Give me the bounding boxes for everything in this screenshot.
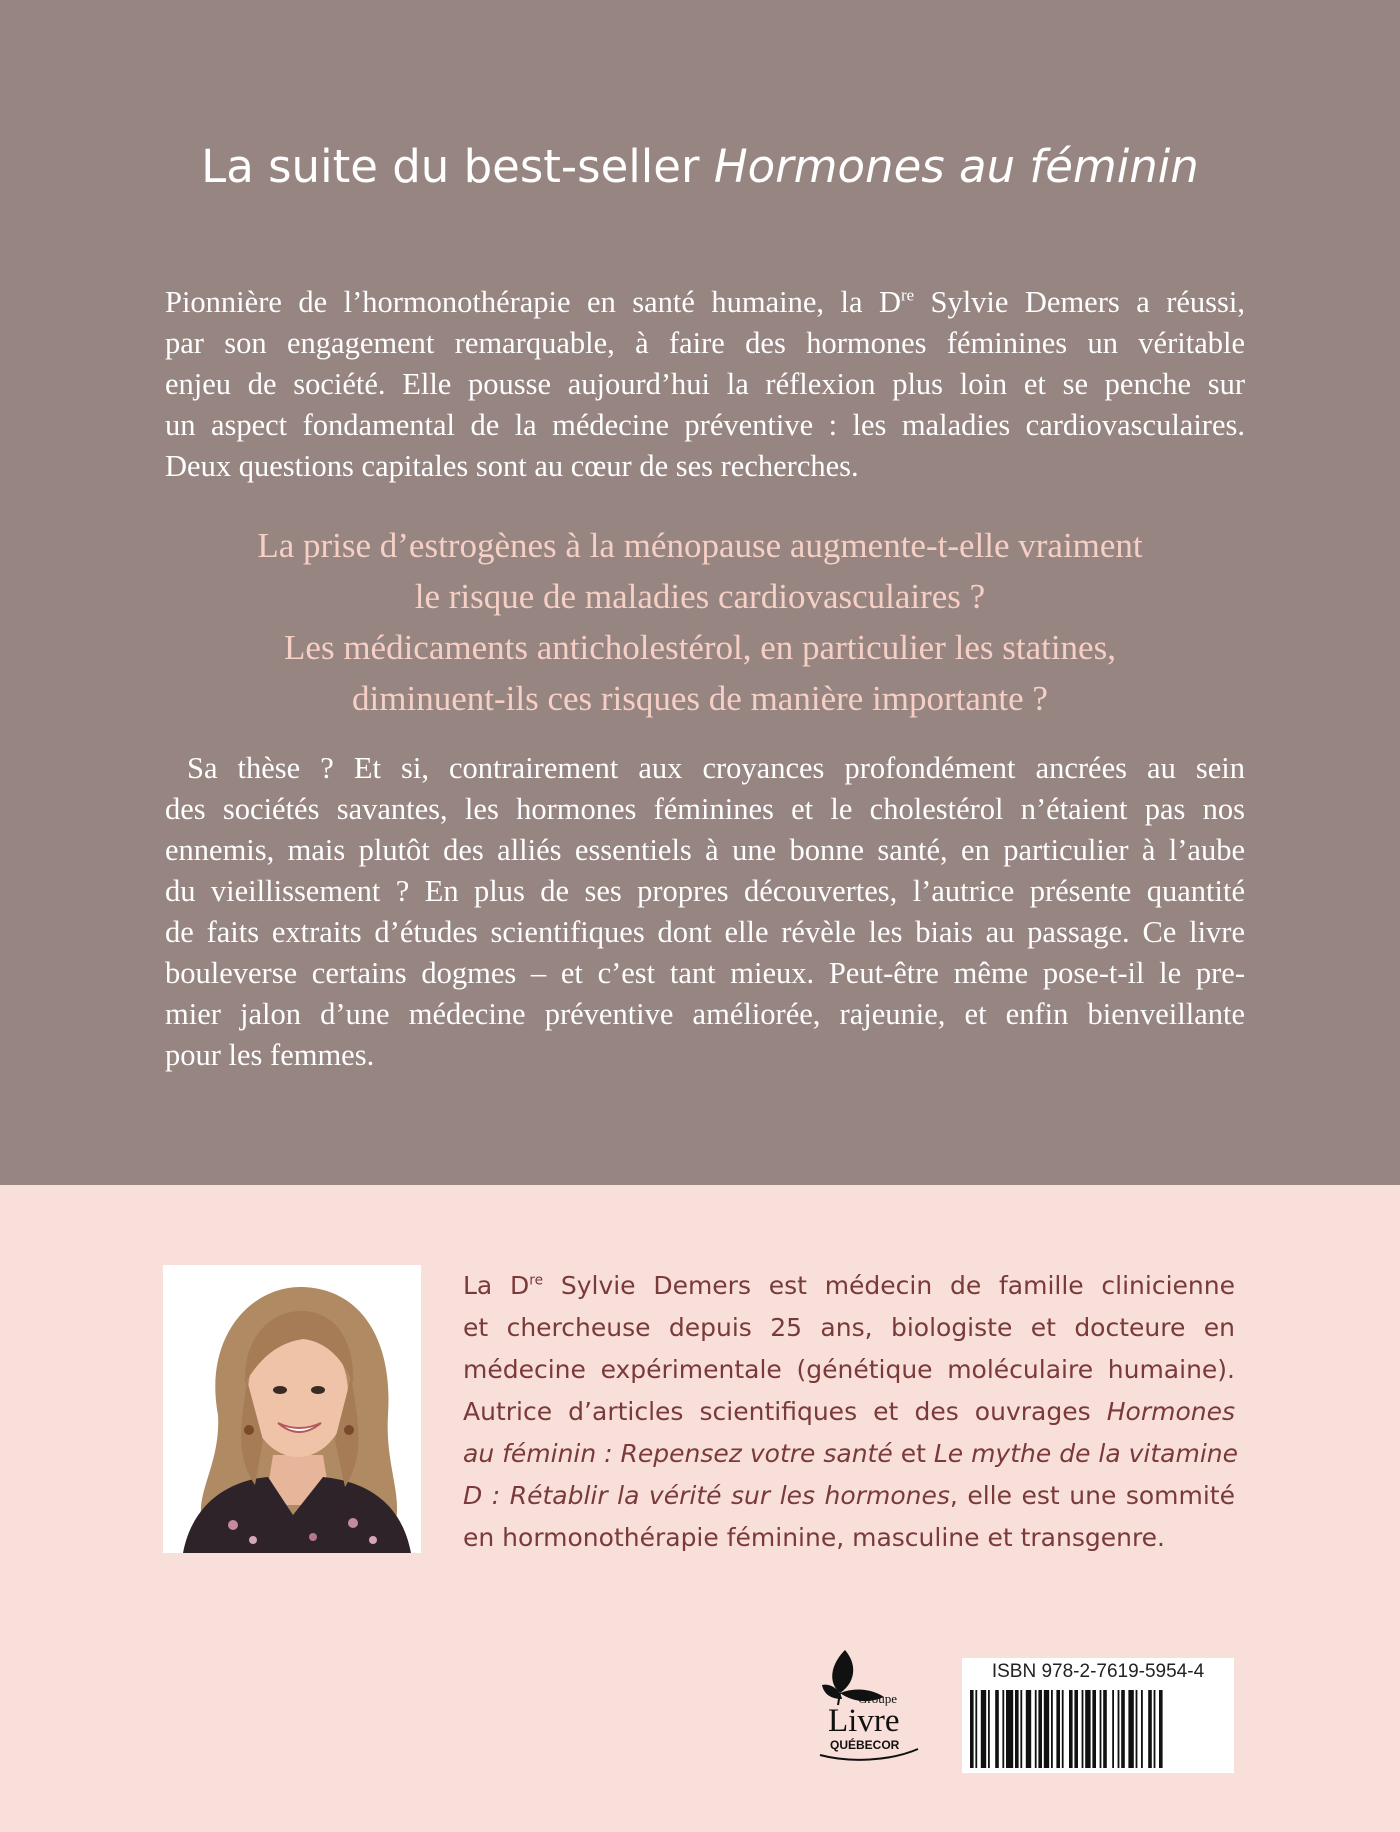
- isbn-number: ISBN 978-2-7619-5954-4: [991, 1661, 1205, 1682]
- bio-line: et chercheuse depuis 25 ans, biologiste et docteure en: [463, 1313, 1235, 1342]
- thesis-line: Sa thèse ? Et si, contrairement aux croyances profondément ancrées au sein: [187, 751, 1245, 785]
- barcode-bar: [1118, 1690, 1120, 1768]
- intro-paragraph: [165, 282, 1245, 487]
- intro-line: par son engagement remarquable, à faire des hormones féminines un véritable: [165, 326, 1245, 360]
- barcode-bar: [1015, 1690, 1019, 1768]
- question-line: diminuent-ils ces risques de manière importante ?: [352, 679, 1048, 718]
- bio-line-6b: , elle est une sommité: [949, 1481, 1235, 1510]
- logo-word-livre: Livre: [828, 1703, 900, 1739]
- author-portrait-drawing: [163, 1265, 421, 1553]
- barcode-bar: [1085, 1690, 1090, 1768]
- question-line: Les médicaments anticholestérol, en particulier les statines,: [284, 628, 1116, 667]
- barcode-bar: [1103, 1690, 1107, 1768]
- barcode-bar: [1056, 1690, 1060, 1768]
- barcode-bar: [1051, 1690, 1053, 1768]
- author-portrait: [163, 1265, 421, 1553]
- bio-line: [463, 1391, 1235, 1433]
- questions-block: [130, 520, 1270, 724]
- barcode-bar: [1044, 1690, 1049, 1768]
- title-superscript: re: [901, 285, 915, 305]
- logo-word-quebecor: QUÉBECOR: [830, 1738, 900, 1752]
- thesis-line: de faits extraits d’études scientifiques dont elle révèle les biais au passage. Ce livre: [165, 915, 1245, 949]
- bio-line-1b: Sylvie Demers est médecin de famille clinicienne: [543, 1271, 1235, 1300]
- bio-line: [463, 1433, 1239, 1475]
- barcode-bar: [1121, 1690, 1125, 1768]
- thesis-line: pour les femmes.: [165, 1038, 375, 1072]
- bio-line-1a: La D: [463, 1271, 530, 1300]
- barcode-bar: [1112, 1690, 1114, 1768]
- thesis-paragraph: [165, 748, 1245, 1076]
- barcode-bar: [1074, 1690, 1078, 1768]
- barcode-bar: [1006, 1690, 1013, 1768]
- book-title: Hormones: [1106, 1397, 1235, 1426]
- barcode-bar: [975, 1690, 977, 1768]
- book-title: Le mythe de la vitamine: [933, 1439, 1239, 1468]
- question-line: La prise d’estrogènes à la ménopause augmente-t-elle vraiment: [257, 526, 1143, 565]
- barcode-bar: [988, 1690, 990, 1768]
- author-bio: [463, 1265, 1239, 1559]
- barcode-bar: [1092, 1690, 1096, 1768]
- thesis-line: ennemis, mais plutôt des alliés essentiels à une bonne santé, en particulier à l’aube: [165, 833, 1245, 867]
- headline-book-title: Hormones au féminin: [713, 140, 1199, 193]
- title-superscript: re: [529, 1272, 544, 1289]
- thesis-line: des sociétés savantes, les hormones féminines et le cholestérol n’étaient pas nos: [165, 792, 1245, 826]
- intro-line-1b: Sylvie Demers a réussi,: [914, 285, 1245, 319]
- barcode-bar: [1159, 1690, 1163, 1768]
- barcode-bar: [1141, 1690, 1143, 1768]
- logo-word-groupe: Groupe: [858, 1691, 897, 1706]
- barcode-bar: [1148, 1690, 1152, 1768]
- barcode-icon: [962, 1688, 1234, 1770]
- book-title: au féminin : Repensez votre santé: [463, 1439, 893, 1468]
- barcode-bar: [1026, 1690, 1031, 1768]
- thesis-line: mier jalon d’une médecine préventive améliorée, rajeunie, et enfin bienveillante: [165, 997, 1245, 1031]
- bio-line: médecine expérimentale (génétique moléculaire humaine).: [463, 1355, 1235, 1384]
- leaf-logo-icon: [800, 1645, 935, 1765]
- intro-line: enjeu de société. Elle pousse aujourd’hui la réflexion plus loin et se penche sur: [165, 367, 1245, 401]
- barcode-bar: [1062, 1690, 1064, 1768]
- intro-line: un aspect fondamental de la médecine préventive : les maladies cardiovasculaires.: [165, 408, 1245, 442]
- barcode-bar: [1002, 1690, 1004, 1768]
- barcode-bar: [981, 1690, 986, 1768]
- intro-line-1a: Pionnière de l’hormonothérapie en santé humaine, la D: [165, 285, 901, 319]
- barcode-bar: [995, 1690, 999, 1768]
- barcode-bar: [1020, 1690, 1022, 1768]
- barcode-bar: [970, 1690, 974, 1768]
- thesis-line: du vieillissement ? En plus de ses propres découvertes, l’autrice présente quantité: [165, 874, 1245, 908]
- barcode-bar: [1136, 1690, 1138, 1768]
- barcode-bar: [1082, 1690, 1084, 1768]
- bio-line: [463, 1265, 1235, 1307]
- barcode-bar: [1069, 1690, 1073, 1768]
- bio-line: en hormonothérapie féminine, masculine et transgenre.: [463, 1523, 1166, 1552]
- publisher-logo: [800, 1645, 935, 1765]
- book-title: D : Rétablir la vérité sur les hormones: [463, 1481, 950, 1510]
- intro-line: Deux questions capitales sont au cœur de ses recherches.: [165, 449, 859, 483]
- question-line: le risque de maladies cardiovasculaires ?: [414, 577, 986, 616]
- intro-line: [165, 282, 1245, 323]
- barcode-bar: [1128, 1690, 1133, 1768]
- thesis-line: bouleverse certains dogmes – et c’est tant mieux. Peut-être même pose-t-il le pre-: [165, 956, 1245, 990]
- barcode-bar: [1038, 1690, 1042, 1768]
- barcode-bar: [1154, 1690, 1156, 1768]
- headline-text: La suite du best-seller: [201, 140, 714, 193]
- bio-line: [463, 1475, 1235, 1517]
- bio-line-4a: Autrice d’articles scientifiques et des ouvrages: [463, 1397, 1107, 1426]
- headline: [0, 140, 1400, 193]
- bio-line-5b: et: [892, 1439, 934, 1468]
- isbn-barcode-box: [962, 1658, 1234, 1773]
- barcode-bar: [1100, 1690, 1102, 1768]
- barcode-bar: [1035, 1690, 1037, 1768]
